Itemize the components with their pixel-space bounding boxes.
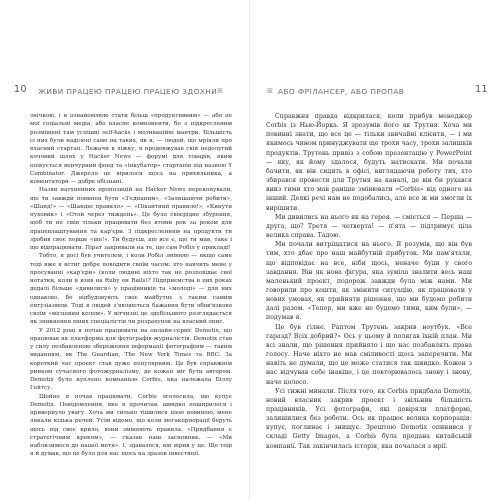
paragraph: Ми почали витріщатися на нього. Я розумів, що він був тим, хто дбає про наш майбутній прибуток. Ми пам'ятали, що відповідає на все, ніби щось, неначе буди у свого завдання. Він як нова фігура, яка зуміла звалити весь наш маленький проект, подорож завжди була між нами. Ми говорили про кошти, як змінити ситуацію, як працювати у нових умовах, як прийняти рішення, що ми будемо робити далі разом. «Тепер, ми вже не будемо тими, ким були», — подумав я.: [266, 241, 472, 322]
paragraph: У 2012 році я почав працювати на онлайн-сервіс Demotix, що працював як платформа для фотографів-журналістів. Demotix став у силу позбавленою збереження інформації фотографіям — таким виданням, як The Guardian, The New York Times та BBC. За короткий час проект став дуже популярним. Це був справжнім ринком сучасного фотожурналізму, де кожен міг бути автором. Demotix було куплено компанією Corbis, яка належала Біллу Гейтсу.: [30, 327, 232, 392]
left-running-header: [14, 86, 240, 100]
paragraph: Назви натхненних пропозицій на Hacker News переконували, що ти завжди повинен бути «З'єднаним», «Залишаючи робити», «Шанд!» — «Шандні правило» — «Пікантний правило!», «Кинути пуховик» і «Отой через тиждень». Це було своєрідне збурення, щоб ти не смів тільки працювати без втоми рок за роком для працевлаштування та кар'єри. З підкресленням на продукти ти зробив своє перше «ще!». Ти будуєш, що все є, що ти мав, таке і що відпрацювати. Пірат закривали на те, що сам Робіл у прикладі!: [30, 187, 232, 251]
right-page: [250, 0, 500, 500]
ornament-icon: ꕤ: [217, 87, 224, 95]
paragraph: Справжня правда відкрилася, коли прибув менеджер Corbis із Нью-Йорка. Я зрозумів його як Трутня. Хоча ми повинні знати, що все це — тільки звичайні клієнти, — і ми якимось чином принуджувати ще трохи часу, трохи залишків продуктів. Трутень привіз з собою презентацію у PowerPoint — яку, як йому здалося, будуть натискати. Ми почали бачити, як він сидить в офісі, виглядаючи роботу тих, хто збирався провести для Трутня на каналі, де він би рухався вниз тими хто мав раніше змінювати «Corbis» від одного на інший. Деякі речі нам не подобались, але все ж ми змогли їх вирішити.: [266, 113, 472, 212]
left-body-text: [30, 112, 232, 459]
right-page-number: 11: [475, 84, 488, 95]
right-running-head-text: АБО ФРІЛАНСЕР, АБО ПРОПАВ: [278, 87, 405, 96]
paragraph: Шойно я почав працювати, Corbis оголосила, що купує Demotix. Повідомлення, яке я прочитав, швидко поширилося і привернуло увагу. Хоча ми сильно тішилися цією новиною, мене лякали кілька речей. Усім відомо, що коли мегакорпорації беруть щось під своє крило, вони змінюють правила. «Придбання є стратегічним кроком», — сказав наш засновник. — «Ми наблизимося до нашої мети». І, здавалося, він вірив у це. Ще тоді я й думав, що це було для нас щось на зразок інвестиції.: [30, 393, 232, 458]
ornament-icon: ꕤ: [267, 87, 274, 95]
paragraph: Це був гілне. Раптом Трутень закрив ноутбук. «Все гаразд? Всіх добрий?» Ось у цьому й полягав їхній план. Ми всі знали, що рішення прийнято і що нас позбавлять права голосу. Наче ніхто не мав сміливості щось заперечити. Ми навіть не думали, що це може статися так швидко. Кожен з нас відчував себе інакше, і це повторювалось знову і знову, наче колесо.: [266, 323, 472, 386]
paragraph: Усі тижні минали. Після того, як Corbis придбала Demotix, новий власник закрив проект і звільнив більшість працівників. Усі фотографи, які довіряли платформі, залишилися без роботи. Ось як працює велика корпорація: купує, поглинає і знищує. Зрештою Demotix опинився у складі Getty Images, а Corbis була продана китайській компанії. Так закінчилась історія, яка почалася з мрії.: [266, 387, 472, 450]
left-running-head-text: ЖИВИ ПРАЦЕЮ ПРАЦЕЮ ПРАЦЕЮ ЗДОХНИ: [38, 87, 218, 96]
right-running-header: [260, 86, 488, 100]
paragraph: знічкою, і я ознайомлюю стати більш «продуктивним» — або це мої соціальні медіа, або власне компоненти, бо з підкресленим розміщені там успішні self-hacks і мотиваційні мантри. Більшість із них були наділені саме на таких, як я, — людей, що мріяли про власний стартап. Лежачи в ліжку, я продовжував свій недолугий кочовий шлях у Hacker News — форумі для товарів, яким опікується венчурний фонд та «інкубатор» стартапів під назвою Y Combinator. Джерело це вірилося щось на прихильника, а коментатори — добре обізнані.: [30, 113, 232, 185]
paragraph: Ми дивились на нього як на героя. — сміється — Перша — друга, що? Третя — четверта! — п'ята — підтримує ціла велика справа. Тадою.: [266, 213, 472, 240]
left-page-number: 10: [14, 84, 27, 95]
right-body-text: [266, 112, 472, 451]
paragraph: Тобто, я досі був учителем, і коли Робіл змінюю — якщо саме тоді вже я встиг добре поводити своїм часом: хто навчить мене у просуванні «кар'єри» (коли людині ніхто так не розповідає свої нотатки, коли я взяв на Ruby он Rails)? Підприємства в цих роках дедалі більше «дивилися» у працівників та «молоді» — для них однаково, бо відбудовують своє майбутнє з таким самим ентузіазмом. Тоді в людей з'являються бажання бути обов'язково своїм «місцевим колом». У вітчизні це здебільшого розглядається як зникнення юних спеціалістів чи розрахунок на власний опис.: [30, 253, 232, 326]
